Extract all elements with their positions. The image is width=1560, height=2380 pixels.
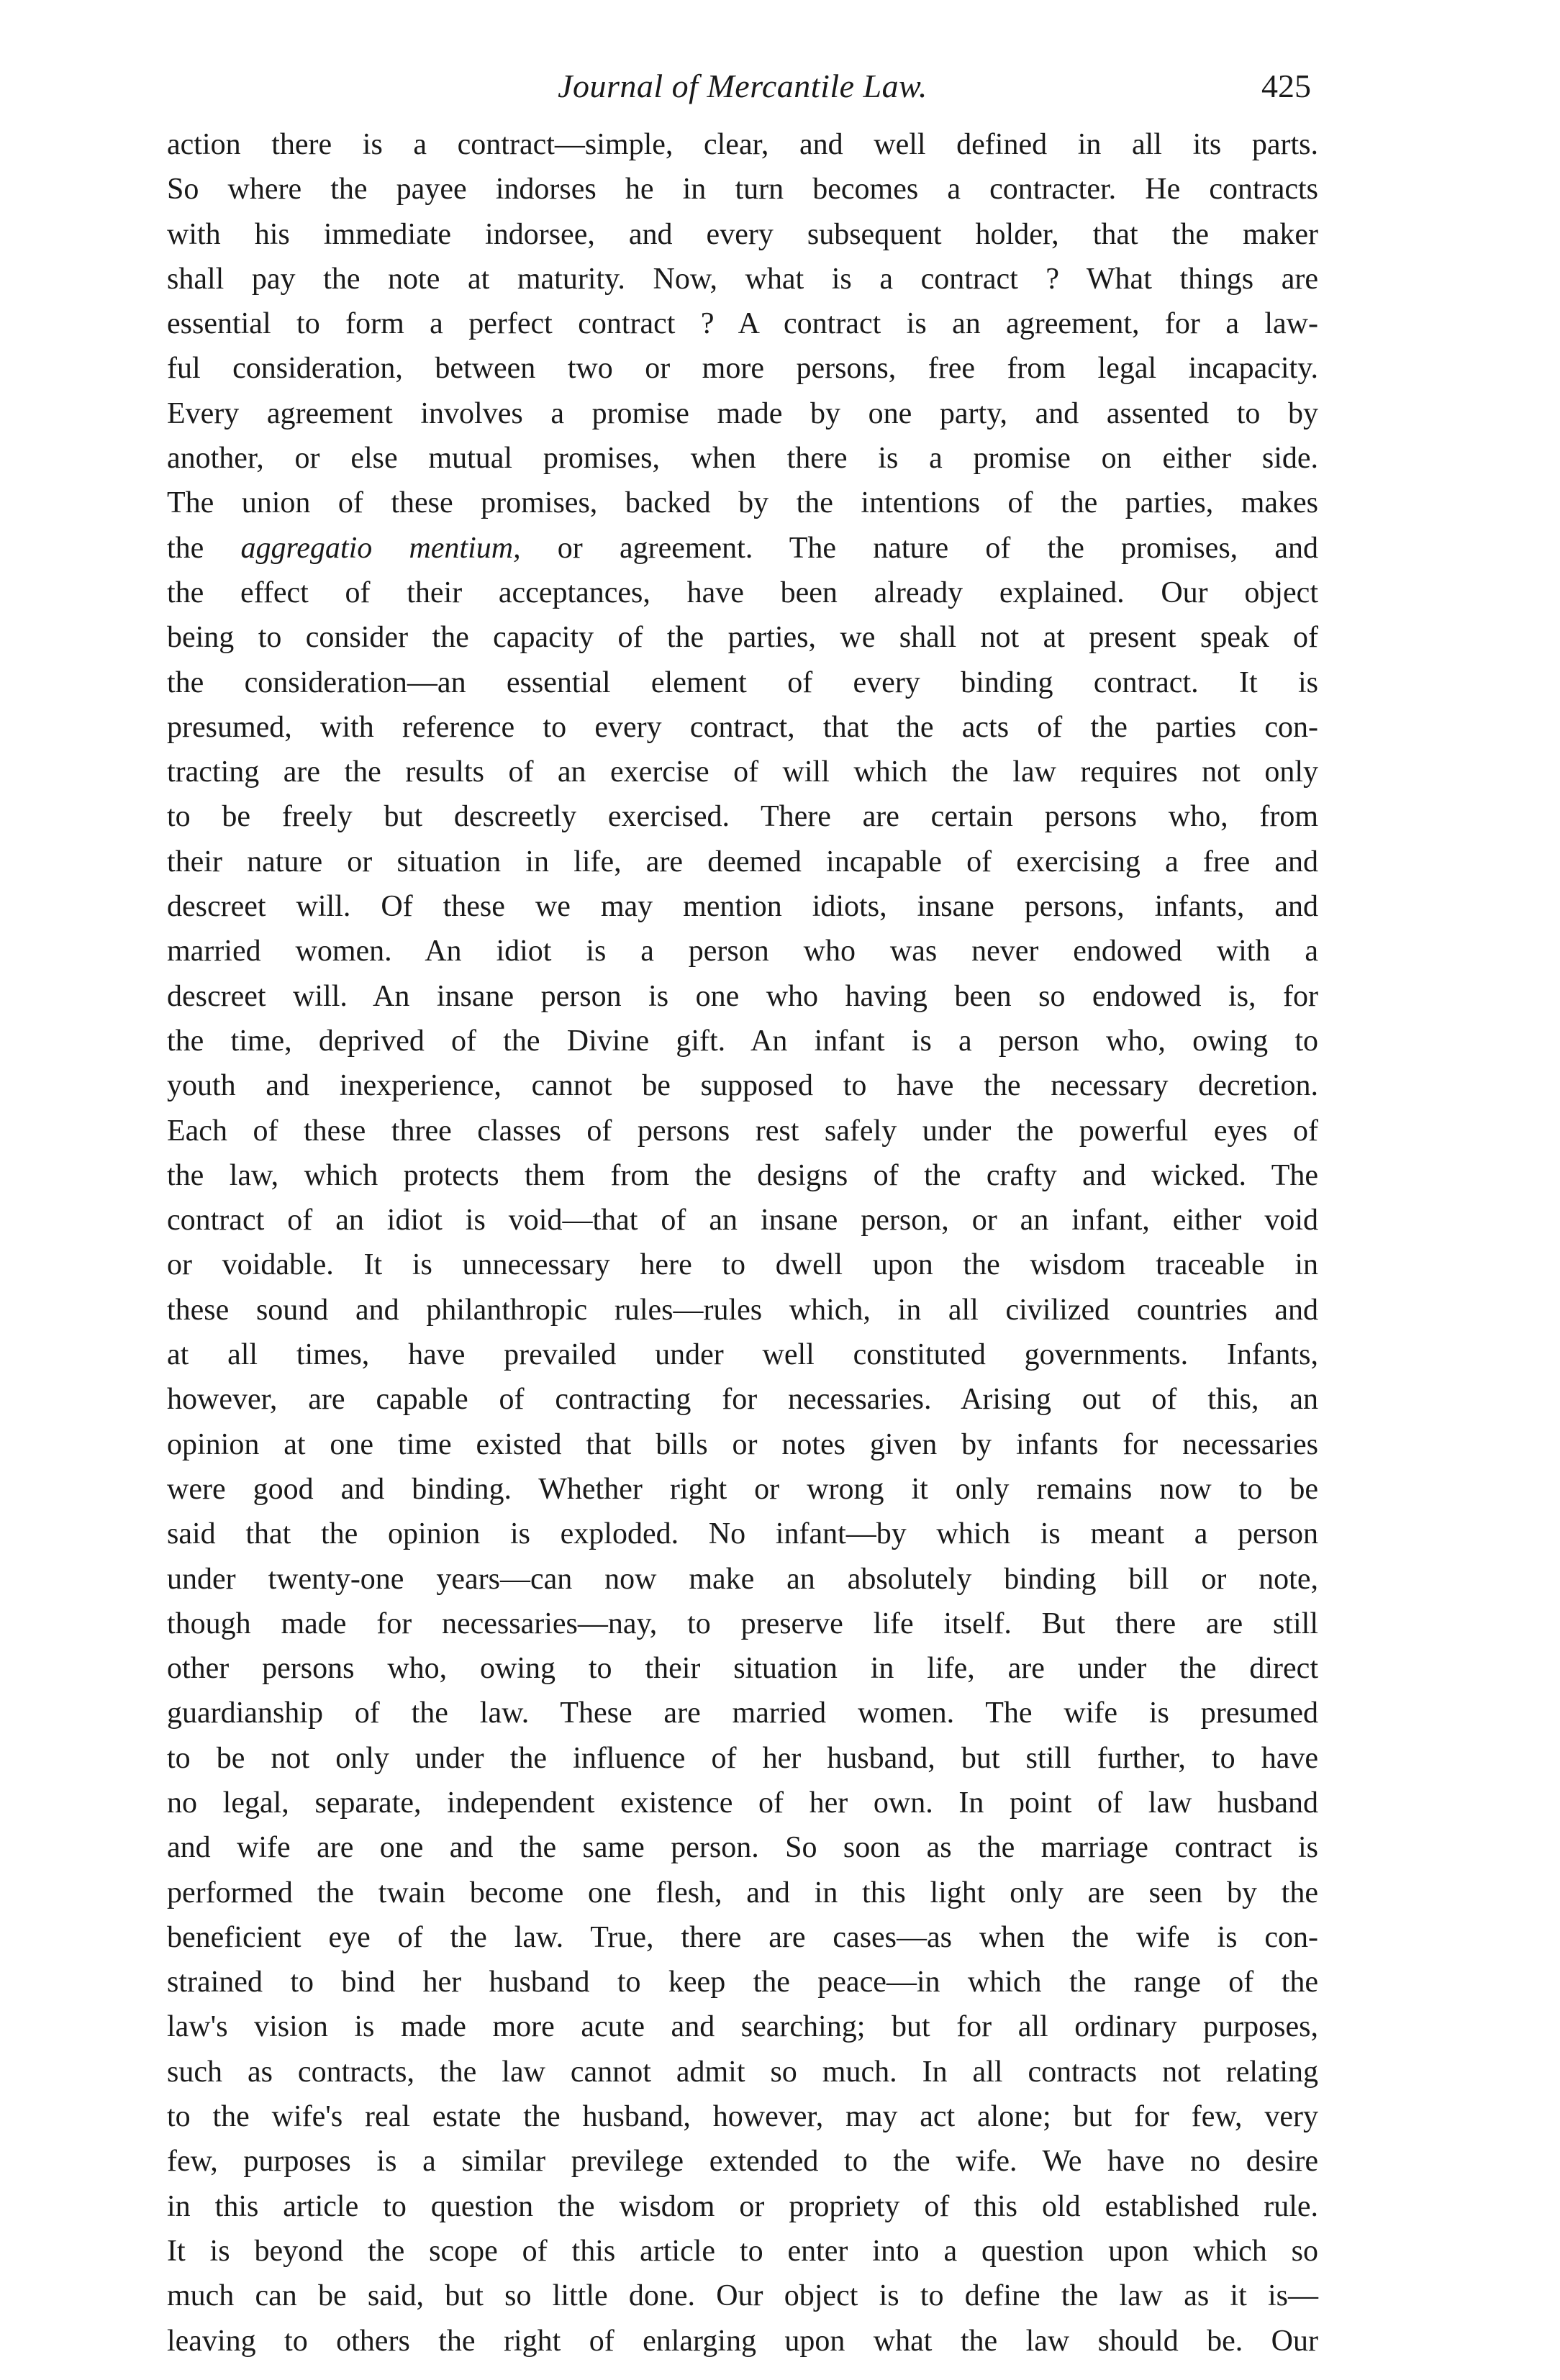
text-line: the aggregatio mentium, or agreement. The nature of the promises, and [167, 531, 1318, 565]
text-line: ful consideration, between two or more persons, free from legal incapacity. [167, 352, 1318, 386]
text-line: were good and binding. Whether right or wrong it only remains now to be [167, 1472, 1318, 1506]
text-line: in this article to question the wisdom or propriety of this old established rule. [167, 2189, 1318, 2223]
text-line: The union of these promises, backed by the intentions of the parties, makes [167, 486, 1318, 520]
text-line: descreet will. An insane person is one who having been so endowed is, for [167, 979, 1318, 1013]
text-line: these sound and philanthropic rules—rules which, in all civilized countries and [167, 1293, 1318, 1327]
text-line: performed the twain become one flesh, and in this light only are seen by the [167, 1876, 1318, 1909]
italic-phrase: aggregatio mentium, [240, 531, 521, 565]
text-line: much can be said, but so little done. Our object is to define the law as it is— [167, 2279, 1318, 2313]
text-line: action there is a contract—simple, clear, and well defined in all its parts. [167, 128, 1318, 161]
text-line: though made for necessaries—nay, to preserve life itself. But there are still [167, 1607, 1318, 1640]
text-line: presumed, with reference to every contract, that the acts of the parties con- [167, 710, 1318, 744]
text-line: Each of these three classes of persons rest safely under the powerful eyes of [167, 1114, 1318, 1148]
text-line: guardianship of the law. These are married women. The wife is presumed [167, 1697, 1318, 1730]
text-line: contract of an idiot is void—that of an insane person, or an infant, either void [167, 1204, 1318, 1237]
text-line: such as contracts, the law cannot admit so much. In all contracts not relating [167, 2055, 1318, 2089]
text-line: strained to bind her husband to keep the peace—in which the range of the [167, 1966, 1318, 1999]
text-line: no legal, separate, independent existence of her own. In point of law husband [167, 1786, 1318, 1820]
text-line: however, are capable of contracting for necessaries. Arising out of this, an [167, 1383, 1318, 1417]
page [167, 65, 1318, 2363]
body-text [167, 122, 1318, 2363]
text-line: It is beyond the scope of this article to enter into a question upon which so [167, 2234, 1318, 2268]
text-line: under twenty-one years—can now make an absolutely binding bill or note, [167, 1562, 1318, 1596]
text-line: the effect of their acceptances, have been already explained. Our object [167, 576, 1318, 609]
text-line: married women. An idiot is a person who was never endowed with a [167, 935, 1318, 968]
text-line: opinion at one time existed that bills or notes given by infants for necessaries [167, 1427, 1318, 1461]
text-line: the law, which protects them from the designs of the crafty and wicked. The [167, 1158, 1318, 1192]
text-line: the time, deprived of the Divine gift. An infant is a person who, owing to [167, 1024, 1318, 1058]
text-line: leaving to others the right of enlarging upon what the law should be. Our [167, 2324, 1318, 2358]
text-line: at all times, have prevailed under well constituted governments. Infants, [167, 1338, 1318, 1372]
page-number: 425 [1261, 68, 1311, 104]
text-line: said that the opinion is exploded. No infant—by which is meant a person [167, 1517, 1318, 1551]
text-line: Every agreement involves a promise made by one party, and assented to by [167, 396, 1318, 430]
text-line: their nature or situation in life, are deemed incapable of exercising a free and [167, 845, 1318, 878]
text-line: to the wife's real estate the husband, however, may act alone; but for few, very [167, 2100, 1318, 2134]
text-line: other persons who, owing to their situation in life, are under the direct [167, 1652, 1318, 1686]
text-line: to be not only under the influence of her husband, but still further, to have [167, 1741, 1318, 1775]
text-line: shall pay the note at maturity. Now, what is a contract ? What things are [167, 262, 1318, 296]
text-line: being to consider the capacity of the parties, we shall not at present speak of [167, 621, 1318, 655]
text-line: youth and inexperience, cannot be supposed to have the necessary decretion. [167, 1069, 1318, 1103]
text-line: law's vision is made more acute and searching; but for all ordinary purposes, [167, 2010, 1318, 2044]
text-line: essential to form a perfect contract ? A contract is an agreement, for a law- [167, 307, 1318, 341]
text-line: So where the payee indorses he in turn becomes a contracter. He contracts [167, 173, 1318, 206]
text-line: with his immediate indorsee, and every subsequent holder, that the maker [167, 217, 1318, 251]
text-line: few, purposes is a similar previlege extended to the wife. We have no desire [167, 2145, 1318, 2179]
running-head [167, 65, 1318, 122]
running-title: Journal of Mercantile Law. [558, 68, 928, 104]
text-line: tracting are the results of an exercise of will which the law requires not only [167, 755, 1318, 789]
text-line: or voidable. It is unnecessary here to dwell upon the wisdom traceable in [167, 1248, 1318, 1282]
text-line: and wife are one and the same person. So soon as the marriage contract is [167, 1831, 1318, 1865]
text-line: another, or else mutual promises, when there is a promise on either side. [167, 442, 1318, 476]
text-line: descreet will. Of these we may mention idiots, insane persons, infants, and [167, 890, 1318, 924]
text-line: to be freely but descreetly exercised. There are certain persons who, from [167, 800, 1318, 834]
text-line: beneficient eye of the law. True, there are cases—as when the wife is con- [167, 1920, 1318, 1954]
text-line: the consideration—an essential element of every binding contract. It is [167, 666, 1318, 699]
